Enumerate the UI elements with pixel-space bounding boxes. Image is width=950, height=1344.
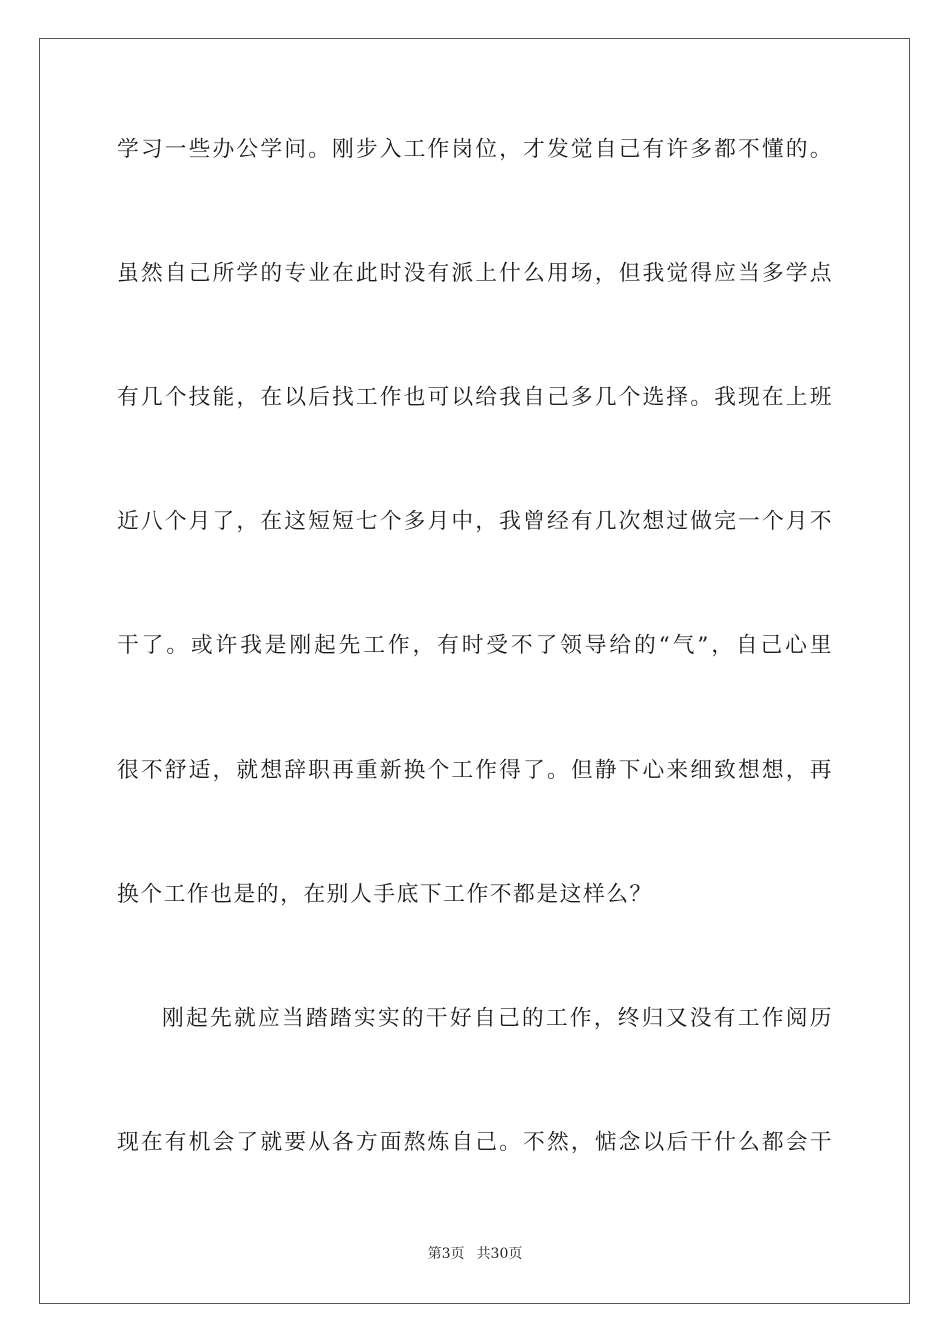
text-line-6: 很不舒适，就想辞职再重新换个工作得了。但静下心来细致想想，再 xyxy=(117,758,833,783)
page-frame xyxy=(39,38,910,1304)
text-line-2: 虽然自己所学的专业在此时没有派上什么用场，但我觉得应当多学点 xyxy=(117,261,833,286)
text-line-4: 近八个月了，在这短短七个多月中，我曾经有几次想过做完一个月不 xyxy=(117,509,833,534)
text-line-9: 现在有机会了就要从各方面熬炼自己。不然，惦念以后干什么都会干 xyxy=(117,1130,833,1155)
page-footer xyxy=(0,1244,950,1264)
text-line-3: 有几个技能，在以后找工作也可以给我自己多几个选择。我现在上班 xyxy=(117,385,833,410)
text-line-7: 换个工作也是的，在别人手底下工作不都是这样么？ xyxy=(117,882,653,907)
text-line-8: 刚起先就应当踏踏实实的干好自己的工作，终归又没有工作阅历 xyxy=(162,1006,833,1031)
text-line-5: 干了。或许我是刚起先工作，有时受不了领导给的“气”，自己心里 xyxy=(117,633,833,658)
page-total: 共30页 xyxy=(476,1246,523,1262)
page-number: 第3页 xyxy=(427,1246,465,1262)
text-line-1: 学习一些办公学问。刚步入工作岗位，才发觉自己有许多都不懂的。 xyxy=(117,137,833,162)
